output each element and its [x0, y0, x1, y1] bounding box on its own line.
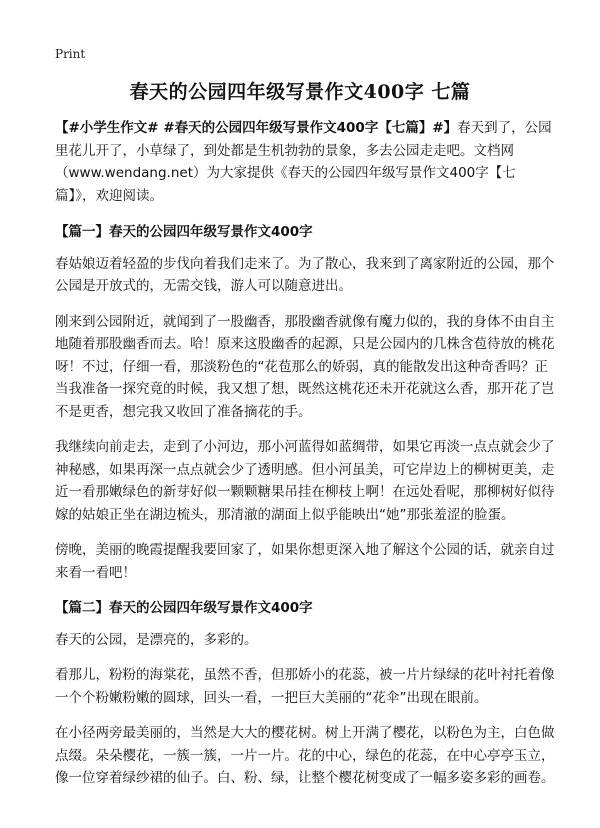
- intro-paragraph: [55, 117, 555, 207]
- paragraph: 傍晚，美丽的晚霞提醒我要回家了，如果你想更深入地了解这个公园的话，就亲自过来看一看吧！: [55, 542, 555, 581]
- paragraph: 春姑娘迈着轻盈的步伐向着我们走来了。为了散心，我来到了离家附近的公园，那个公园是开放式的，无需交钱，游人可以随意进出。: [55, 255, 555, 294]
- article-body: [55, 117, 555, 803]
- page-title: 春天的公园四年级写景作文400字 七篇: [129, 81, 471, 103]
- intro-tag: 【#小学生作文# #春天的公园四年级写景作文400字【七篇】#】: [55, 120, 458, 136]
- intro-text: 春天到了，公园里花儿开了，小草绿了，到处都是生机勃勃的景象，多去公园走走吧。文档网（www.wendang.net）为大家提供《春天的公园四年级写景作文400字【七篇】》，欢迎阅读。: [55, 120, 552, 204]
- section-2: [55, 597, 555, 790]
- paragraph: 我继续向前走去，走到了小河边，那小河蓝得如蓝绸带，如果它再淡一点点就会少了神秘感，如果再深一点点就会少了透明感。但小河虽美，可它岸边上的柳树更美，走近一看那嫩绿色的新芽好似一颗颗糖果吊挂在柳枝上啊！在远处看呢，那柳树好似待嫁的姑娘正坐在湖边梳头，那清澈的湖面上似乎能映出“她”那张羞涩的脸蛋。: [55, 439, 555, 523]
- print-link[interactable]: Print: [55, 47, 86, 61]
- section-1: [55, 221, 555, 584]
- paragraph: 刚来到公园附近，就闻到了一股幽香，那股幽香就像有魔力似的，我的身体不由自主地随着那股幽香而去。哈！原来这股幽香的起源，只是公园内的几株含苞待放的桃花呀！不过，仔细一看，那淡粉色的“花苞那么的娇弱，真的能散发出这种奇香吗？正当我准备一探究竟的时候，我又想了想，既然这桃花还未开花就这么香，那开花了岂不是更香，想完我又收回了准备摘花的手。: [55, 313, 555, 420]
- paragraph: 在小径两旁最美丽的，当然是大大的樱花树。树上开满了樱花，以粉色为主，白色做点缀。朵朵樱花，一簇一簇，一片一片。花的中心，绿色的花蕊，在中心亭亭玉立，像一位穿着绿纱裙的仙子。白、粉、绿，让整个樱花树变成了一幅多姿多彩的画卷。: [55, 725, 555, 786]
- section-heading: 【篇二】春天的公园四年级写景作文400字: [55, 600, 313, 616]
- paragraph: 春天的公园，是漂亮的，多彩的。: [55, 631, 258, 648]
- paragraph: 看那儿，粉粉的海棠花，虽然不香，但那娇小的花蕊，被一片片绿绿的花叶衬托着像一个个粉嫩粉嫩的圆球，回头一看，一把巨大美丽的“花伞”出现在眼前。: [55, 667, 555, 706]
- section-heading: 【篇一】春天的公园四年级写景作文400字: [55, 224, 313, 240]
